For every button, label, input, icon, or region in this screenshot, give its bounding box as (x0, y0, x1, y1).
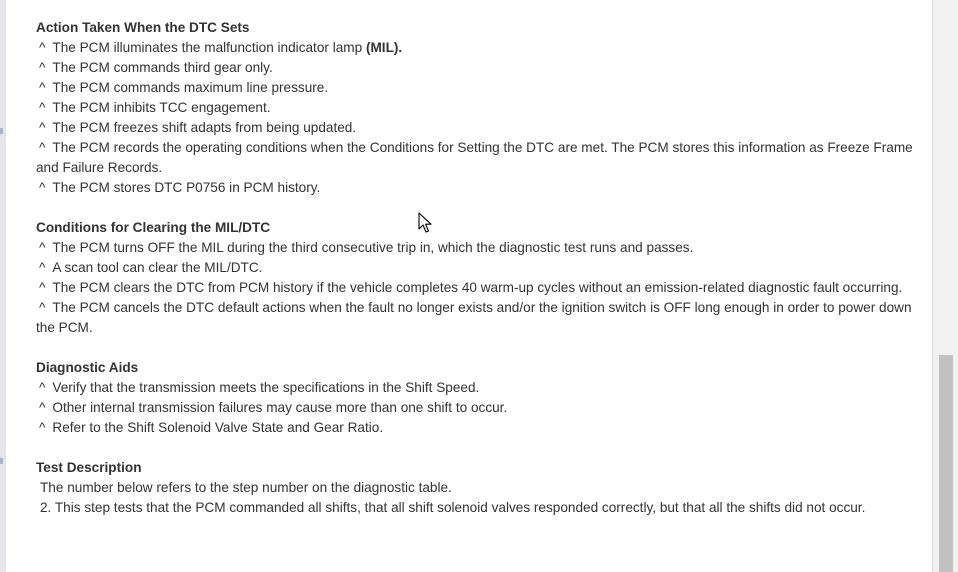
document-body (36, 18, 922, 538)
bullet-caret: ^ (39, 40, 46, 55)
list-item: ^ The PCM stores DTC P0756 in PCM history. (36, 178, 922, 198)
bullet-caret: ^ (39, 380, 46, 395)
list-item: ^ Refer to the Shift Solenoid Valve State and Gear Ratio. (36, 418, 922, 438)
bullet-caret: ^ (39, 60, 46, 75)
list-item: ^ The PCM illuminates the malfunction indicator lamp (MIL). (36, 38, 922, 58)
list-item: ^ A scan tool can clear the MIL/DTC. (36, 258, 922, 278)
list-item: ^ The PCM clears the DTC from PCM history if the vehicle completes 40 warm-up cycles without an emission-related diagnostic fault occurring. (36, 278, 922, 298)
section-test-description (36, 458, 922, 518)
list-item: ^ The PCM records the operating conditions when the Conditions for Setting the DTC are met. The PCM stores this information as Freeze Frame and Failure Records. (36, 140, 913, 175)
section-heading: Test Description (36, 460, 142, 475)
vertical-scrollbar[interactable] (932, 0, 958, 572)
list-item: ^ Verify that the transmission meets the specifications in the Shift Speed. (36, 378, 922, 398)
section-heading: Conditions for Clearing the MIL/DTC (36, 220, 271, 235)
section-diagnostic-aids (36, 358, 922, 438)
document-pane[interactable] (6, 0, 932, 572)
list-item: ^ The PCM commands maximum line pressure. (36, 78, 922, 98)
description-line: The number below refers to the step number on the diagnostic table. (40, 480, 452, 495)
bullet-caret: ^ (39, 300, 46, 315)
bullet-caret: ^ (39, 240, 46, 255)
list-item: ^ The PCM inhibits TCC engagement. (36, 98, 922, 118)
scrollbar-thumb[interactable] (939, 355, 953, 572)
section-heading: Diagnostic Aids (36, 360, 139, 375)
bullet-caret: ^ (39, 140, 46, 155)
bullet-caret: ^ (39, 420, 46, 435)
list-item: ^ The PCM cancels the DTC default actions when the fault no longer exists and/or the ignition switch is OFF long enough in order to power down the PCM. (36, 300, 912, 335)
bullet-caret: ^ (39, 260, 46, 275)
scrollbar-track[interactable] (937, 0, 951, 572)
bullet-caret: ^ (39, 180, 46, 195)
bullet-caret: ^ (39, 100, 46, 115)
list-item: ^ The PCM turns OFF the MIL during the third consecutive trip in, which the diagnostic test runs and passes. (36, 238, 922, 258)
description-line: 2. This step tests that the PCM commanded all shifts, that all shift solenoid valves responded correctly, but that all the shifts did not occur. (40, 500, 866, 515)
bullet-caret: ^ (39, 280, 46, 295)
edge-marker (0, 128, 3, 134)
section-heading: Action Taken When the DTC Sets (36, 20, 250, 35)
mouse-pointer-icon (418, 212, 432, 234)
list-item: ^ Other internal transmission failures may cause more than one shift to occur. (36, 398, 922, 418)
section-action-taken (36, 18, 922, 198)
list-item: ^ The PCM freezes shift adapts from being updated. (36, 118, 922, 138)
bullet-caret: ^ (39, 80, 46, 95)
list-item: ^ The PCM commands third gear only. (36, 58, 922, 78)
bullet-caret: ^ (39, 400, 46, 415)
bullet-caret: ^ (39, 120, 46, 135)
edge-marker (0, 458, 3, 464)
section-conditions-clearing (36, 218, 922, 338)
